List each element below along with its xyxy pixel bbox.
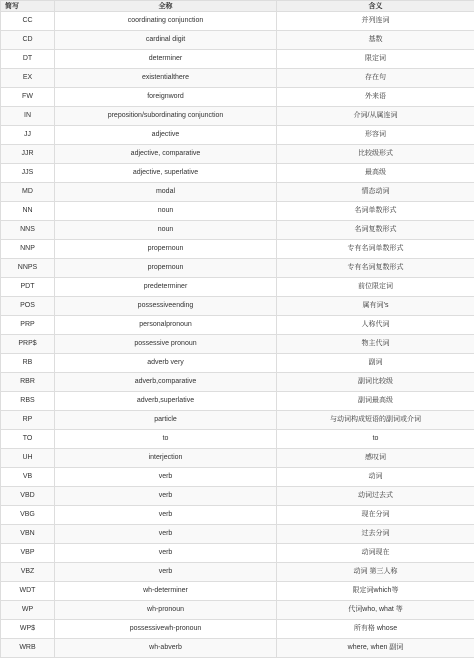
cell-full-name: interjection xyxy=(55,449,277,468)
table-row xyxy=(1,164,474,183)
table-header xyxy=(1,1,474,12)
cell-meaning: 形容词 xyxy=(277,126,474,145)
cell-abbreviation: RP xyxy=(1,411,55,430)
cell-abbreviation: WP xyxy=(1,601,55,620)
table-row xyxy=(1,506,474,525)
table-row xyxy=(1,601,474,620)
cell-meaning: 动词过去式 xyxy=(277,487,474,506)
table-row xyxy=(1,221,474,240)
cell-abbreviation: WP$ xyxy=(1,620,55,639)
cell-meaning: 现在分词 xyxy=(277,506,474,525)
cell-abbreviation: NNPS xyxy=(1,259,55,278)
cell-meaning: 人称代词 xyxy=(277,316,474,335)
table-row xyxy=(1,259,474,278)
cell-abbreviation: VBZ xyxy=(1,563,55,582)
cell-meaning: to xyxy=(277,430,474,449)
cell-abbreviation: PRP$ xyxy=(1,335,55,354)
table-row xyxy=(1,278,474,297)
cell-full-name: determiner xyxy=(55,50,277,69)
table-row xyxy=(1,202,474,221)
cell-full-name: coordinating conjunction xyxy=(55,12,277,31)
table-row xyxy=(1,620,474,639)
cell-full-name: wh-pronoun xyxy=(55,601,277,620)
header-abbreviation: 简写 xyxy=(1,1,55,12)
cell-meaning: 限定词 xyxy=(277,50,474,69)
cell-full-name: propernoun xyxy=(55,240,277,259)
cell-abbreviation: FW xyxy=(1,88,55,107)
cell-full-name: adverb,superlative xyxy=(55,392,277,411)
cell-abbreviation: VBP xyxy=(1,544,55,563)
cell-abbreviation: MD xyxy=(1,183,55,202)
cell-full-name: adjective, comparative xyxy=(55,145,277,164)
table-row xyxy=(1,12,474,31)
table-row xyxy=(1,240,474,259)
cell-full-name: to xyxy=(55,430,277,449)
cell-full-name: verb xyxy=(55,506,277,525)
cell-abbreviation: IN xyxy=(1,107,55,126)
cell-meaning: 过去分词 xyxy=(277,525,474,544)
cell-full-name: existentialthere xyxy=(55,69,277,88)
table-row xyxy=(1,582,474,601)
cell-meaning: 专有名词单数形式 xyxy=(277,240,474,259)
cell-abbreviation: RBR xyxy=(1,373,55,392)
cell-full-name: modal xyxy=(55,183,277,202)
cell-abbreviation: UH xyxy=(1,449,55,468)
table-row xyxy=(1,354,474,373)
cell-full-name: wh-abverb xyxy=(55,639,277,658)
cell-full-name: noun xyxy=(55,221,277,240)
cell-meaning: 专有名词复数形式 xyxy=(277,259,474,278)
cell-full-name: adverb,comparative xyxy=(55,373,277,392)
table-row xyxy=(1,126,474,145)
cell-full-name: verb xyxy=(55,563,277,582)
cell-abbreviation: VBG xyxy=(1,506,55,525)
cell-full-name: particle xyxy=(55,411,277,430)
cell-full-name: adjective xyxy=(55,126,277,145)
cell-abbreviation: VBN xyxy=(1,525,55,544)
cell-abbreviation: VB xyxy=(1,468,55,487)
cell-abbreviation: NN xyxy=(1,202,55,221)
cell-abbreviation: RBS xyxy=(1,392,55,411)
table-row xyxy=(1,373,474,392)
table-row xyxy=(1,50,474,69)
cell-meaning: 属有词’s xyxy=(277,297,474,316)
cell-meaning: 情态动词 xyxy=(277,183,474,202)
table-row xyxy=(1,563,474,582)
cell-full-name: possessive pronoun xyxy=(55,335,277,354)
cell-abbreviation: PRP xyxy=(1,316,55,335)
header-row xyxy=(1,1,474,12)
cell-full-name: foreignword xyxy=(55,88,277,107)
cell-meaning: 前位限定词 xyxy=(277,278,474,297)
table-body xyxy=(1,12,474,658)
table-row xyxy=(1,525,474,544)
cell-meaning: 名词复数形式 xyxy=(277,221,474,240)
cell-meaning: 限定词which等 xyxy=(277,582,474,601)
cell-meaning: 所有格 whose xyxy=(277,620,474,639)
cell-full-name: cardinal digit xyxy=(55,31,277,50)
cell-meaning: 动词 xyxy=(277,468,474,487)
cell-meaning: 名词单数形式 xyxy=(277,202,474,221)
table-row xyxy=(1,411,474,430)
cell-full-name: propernoun xyxy=(55,259,277,278)
table-row xyxy=(1,145,474,164)
cell-full-name: adjective, superlative xyxy=(55,164,277,183)
cell-meaning: where, when 副词 xyxy=(277,639,474,658)
table-row xyxy=(1,487,474,506)
cell-meaning: 动词 第三人称 xyxy=(277,563,474,582)
cell-abbreviation: CD xyxy=(1,31,55,50)
cell-full-name: verb xyxy=(55,525,277,544)
cell-abbreviation: WRB xyxy=(1,639,55,658)
cell-meaning: 并列连词 xyxy=(277,12,474,31)
cell-meaning: 感叹词 xyxy=(277,449,474,468)
cell-abbreviation: DT xyxy=(1,50,55,69)
cell-abbreviation: CC xyxy=(1,12,55,31)
table-row xyxy=(1,639,474,658)
cell-meaning: 代词who, what 等 xyxy=(277,601,474,620)
cell-meaning: 最高级 xyxy=(277,164,474,183)
cell-full-name: personalpronoun xyxy=(55,316,277,335)
cell-abbreviation: NNP xyxy=(1,240,55,259)
cell-abbreviation: JJ xyxy=(1,126,55,145)
cell-full-name: preposition/subordinating conjunction xyxy=(55,107,277,126)
cell-meaning: 副词比较级 xyxy=(277,373,474,392)
table-row xyxy=(1,544,474,563)
cell-full-name: possessivewh-pronoun xyxy=(55,620,277,639)
cell-full-name: verb xyxy=(55,468,277,487)
cell-abbreviation: WDT xyxy=(1,582,55,601)
cell-full-name: verb xyxy=(55,544,277,563)
cell-abbreviation: EX xyxy=(1,69,55,88)
cell-meaning: 副词最高级 xyxy=(277,392,474,411)
table-row xyxy=(1,468,474,487)
cell-meaning: 比较级形式 xyxy=(277,145,474,164)
cell-abbreviation: VBD xyxy=(1,487,55,506)
header-meaning: 含义 xyxy=(277,1,474,12)
cell-meaning: 与动词构成短语的副词或介词 xyxy=(277,411,474,430)
cell-full-name: wh-determiner xyxy=(55,582,277,601)
cell-full-name: noun xyxy=(55,202,277,221)
cell-meaning: 外来语 xyxy=(277,88,474,107)
table-row xyxy=(1,316,474,335)
cell-meaning: 动词现在 xyxy=(277,544,474,563)
cell-abbreviation: NNS xyxy=(1,221,55,240)
cell-abbreviation: RB xyxy=(1,354,55,373)
cell-full-name: verb xyxy=(55,487,277,506)
table-row xyxy=(1,69,474,88)
cell-meaning: 介词/从属连词 xyxy=(277,107,474,126)
table-row xyxy=(1,392,474,411)
cell-meaning: 基数 xyxy=(277,31,474,50)
table-row xyxy=(1,183,474,202)
table-row xyxy=(1,31,474,50)
table-row xyxy=(1,335,474,354)
cell-abbreviation: JJS xyxy=(1,164,55,183)
cell-meaning: 物主代词 xyxy=(277,335,474,354)
cell-abbreviation: JJR xyxy=(1,145,55,164)
cell-full-name: predeterminer xyxy=(55,278,277,297)
cell-meaning: 存在句 xyxy=(277,69,474,88)
header-full-name: 全称 xyxy=(55,1,277,12)
cell-abbreviation: PDT xyxy=(1,278,55,297)
cell-full-name: adverb very xyxy=(55,354,277,373)
cell-abbreviation: POS xyxy=(1,297,55,316)
table-row xyxy=(1,88,474,107)
cell-full-name: possessiveending xyxy=(55,297,277,316)
cell-meaning: 副词 xyxy=(277,354,474,373)
table-row xyxy=(1,297,474,316)
table-row xyxy=(1,107,474,126)
table-row xyxy=(1,430,474,449)
table-row xyxy=(1,449,474,468)
cell-abbreviation: TO xyxy=(1,430,55,449)
